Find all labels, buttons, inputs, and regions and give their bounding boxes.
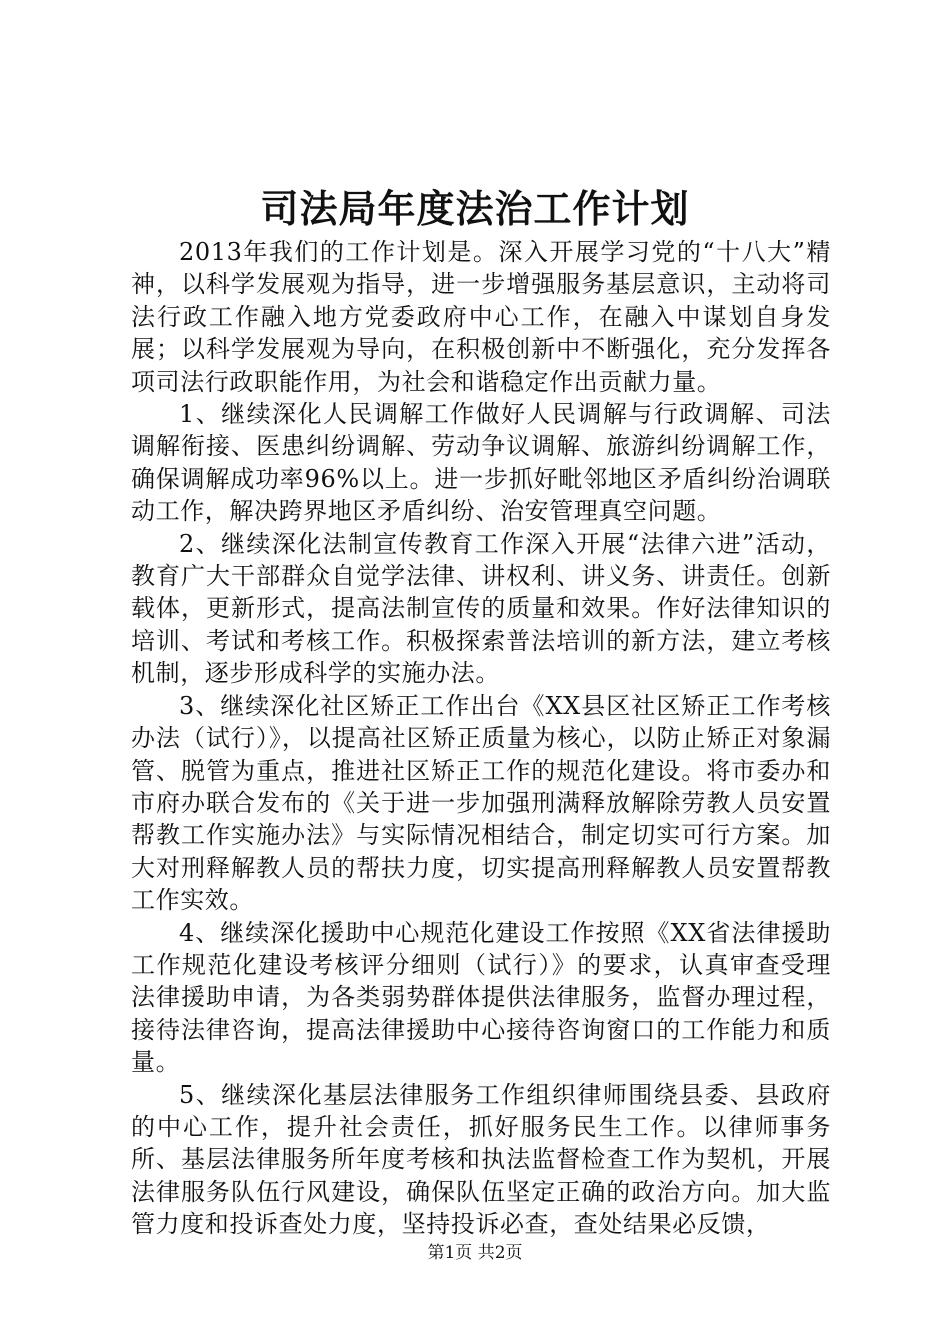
paragraph-item-1: 1、继续深化人民调解工作做好人民调解与行政调解、司法调解衔接、医患纠纷调解、劳动争议调解、旅游纠纷调解工作，确保调解成功率96%以上。进一步抓好毗邻地区矛盾纠纷治调联动工作，解决跨界地区矛盾纠纷、治安管理真空问题。 xyxy=(131,400,831,526)
paragraph-item-4: 4、继续深化援助中心规范化建设工作按照《XX省法律援助工作规范化建设考核评分细则（试行）》的要求，认真审查受理法律援助申请，为各类弱势群体提供法律服务，监督办理过程，接待法律咨询，提高法律援助中心接待咨询窗口的工作能力和质量。 xyxy=(131,918,831,1077)
paragraph-item-2: 2、继续深化法制宣传教育工作深入开展“法律六进”活动，教育广大干部群众自觉学法律、讲权利、讲义务、讲责任。创新载体，更新形式，提高法制宣传的质量和效果。作好法律知识的培训、考试和考核工作。积极探索普法培训的新方法，建立考核机制，逐步形成科学的实施办法。 xyxy=(131,529,831,688)
paragraph-intro: 2013年我们的工作计划是。深入开展学习党的“十八大”精神，以科学发展观为指导，进一步增强服务基层意识，主动将司法行政工作融入地方党委政府中心工作，在融入中谋划自身发展；以科学发展观为导向，在积极创新中不断强化，充分发挥各项司法行政职能作用，为社会和谐稳定作出贡献力量。 xyxy=(131,238,831,396)
paragraph-item-3: 3、继续深化社区矫正工作出台《XX县区社区矫正工作考核办法（试行）》，以提高社区矫正质量为核心，以防止矫正对象漏管、脱管为重点，推进社区矫正工作的规范化建设。将市委办和市府办联合发布的《关于进一步加强刑满释放解除劳教人员安置帮教工作实施办法》与实际情况相结合，制定切实可行方案。加大对刑释解教人员的帮扶力度，切实提高刑释解教人员安置帮教工作实效。 xyxy=(131,691,831,915)
page-footer: 第1页 共2页 xyxy=(427,1243,523,1263)
document-body xyxy=(131,236,831,1241)
document-title: 司法局年度法治工作计划 xyxy=(260,186,690,231)
paragraph-item-5: 5、继续深化基层法律服务工作组织律师围绕县委、县政府的中心工作，提升社会责任，抓好服务民生工作。以律师事务所、基层法律服务所年度考核和执法监督检查工作为契机，开展法律服务队伍行风建设，确保队伍坚定正确的政治方向。加大监管力度和投诉查处力度，坚持投诉必查，查处结果必反馈， xyxy=(131,1080,831,1239)
